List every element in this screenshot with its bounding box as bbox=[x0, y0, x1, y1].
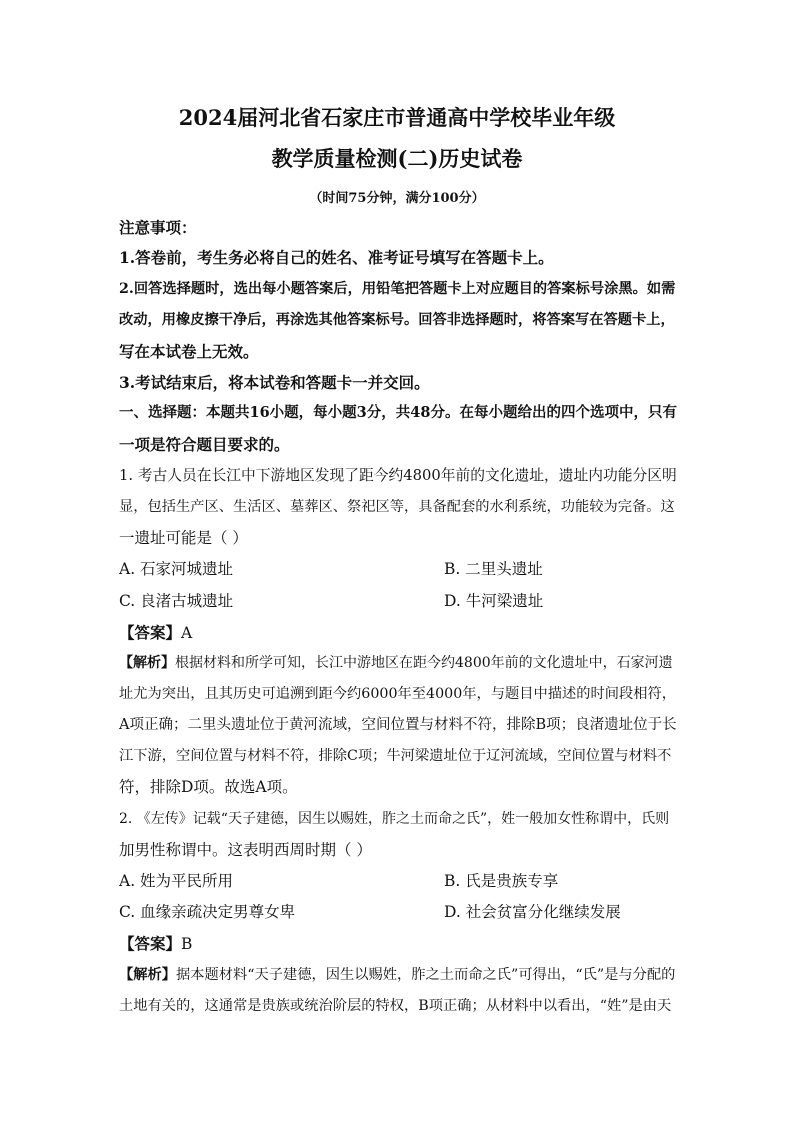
q1-analysis-line2: 址尤为突出，且其历史可追溯到距今约6000年至4000年，与题目中描述的时间段相符， bbox=[119, 686, 677, 702]
q2-option-c: C. 血缘亲疏决定男尊女卑 bbox=[119, 903, 296, 921]
q2-option-d: D. 社会贫富分化继续发展 bbox=[444, 903, 621, 921]
q2-option-a: A. 姓为平民所用 bbox=[119, 872, 234, 890]
q1-analysis-line4: 江下游，空间位置与材料不符，排除C项；牛河梁遗址位于辽河流域，空间位置与材料不 bbox=[119, 748, 672, 764]
q2-analysis-label: 【解析】 bbox=[119, 967, 177, 983]
exam-title-line2: 教学质量检测(二)历史试卷 bbox=[271, 146, 523, 171]
q2-answer-value: B bbox=[181, 935, 193, 953]
q1-analysis-line5: 符，排除D项。故选A项。 bbox=[119, 778, 298, 796]
q1-option-d: D. 牛河梁遗址 bbox=[444, 592, 544, 610]
q2-stem-line1: 2. 《左传》记载“天子建德，因生以赐姓，胙之土而命之氏”，姓一般加女性称谓中，氏则 bbox=[119, 811, 670, 827]
q1-answer-label: 【答案】 bbox=[119, 623, 182, 642]
notes-item-2-line3: 写在本试卷上无效。 bbox=[119, 342, 259, 361]
exam-subtitle: （时间75分钟，满分100分） bbox=[309, 191, 485, 206]
notes-heading: 注意事项： bbox=[119, 218, 197, 237]
q1-option-c: C. 良渚古城遗址 bbox=[119, 592, 234, 610]
q2-analysis-text: 据本题材料“天子建德，因生以赐姓，胙之土而命之氏”可得出，“氏”是与分配的 bbox=[176, 967, 676, 983]
notes-item-2-line2: 改动，用橡皮擦干净后，再涂选其他答案标号。回答非选择题时，将答案写在答题卡上， bbox=[119, 312, 675, 328]
q2-analysis-line2: 土地有关的，这通常是贵族或统治阶层的特权，B项正确；从材料中以看出，“姓”是由天 bbox=[119, 998, 672, 1014]
q1-analysis-text: 根据材料和所学可知，长江中游地区在距今约4800年前的文化遗址中，石家河遗 bbox=[175, 655, 673, 671]
q1-analysis-line3: A项正确；二里头遗址位于黄河流域，空间位置与材料不符，排除B项；良渚遗址位于长 bbox=[119, 717, 677, 733]
q2-answer bbox=[119, 936, 192, 953]
q1-answer bbox=[119, 625, 192, 642]
q1-answer-value: A bbox=[181, 624, 193, 642]
q2-answer-label: 【答案】 bbox=[119, 934, 182, 953]
q1-stem-line1: 1. 考古人员在长江中下游地区发现了距今约4800年前的文化遗址，遗址内功能分区明 bbox=[119, 467, 677, 484]
exam-title-line1: 2024届河北省石家庄市普通高中学校毕业年级 bbox=[178, 105, 616, 130]
section-heading-line2: 一项是符合题目要求的。 bbox=[119, 435, 290, 454]
section-heading-line1: 一、选择题：本题共16小题，每小题3分，共48分。在每小题给出的四个选项中，只有 bbox=[119, 404, 677, 421]
notes-item-1: 1.答卷前，考生务必将自己的姓名、准考证号填写在答题卡上。 bbox=[119, 248, 554, 267]
q1-stem-line3: 一遗址可能是（ ） bbox=[119, 529, 248, 547]
notes-item-3: 3.考试结束后，将本试卷和答题卡一并交回。 bbox=[119, 373, 430, 392]
q1-stem-line2: 显，包括生产区、生活区、墓葬区、祭祀区等，具备配套的水利系统，功能较为完备。这 bbox=[119, 499, 675, 515]
q1-option-b: B. 二里头遗址 bbox=[444, 560, 543, 578]
q1-analysis-label: 【解析】 bbox=[119, 655, 175, 671]
notes-item-2-line1: 2.回答选择题时，选出每小题答案后，用铅笔把答题卡上对应题目的答案标号涂黑。如需 bbox=[119, 281, 676, 297]
q2-analysis-line1 bbox=[119, 968, 675, 982]
q1-analysis-line1 bbox=[119, 656, 673, 670]
q1-option-a: A. 石家河城遗址 bbox=[119, 560, 234, 578]
q2-option-b: B. 氏是贵族专享 bbox=[444, 872, 559, 890]
q2-stem-line2: 加男性称谓中。这表明西周时期（ ） bbox=[119, 841, 372, 859]
